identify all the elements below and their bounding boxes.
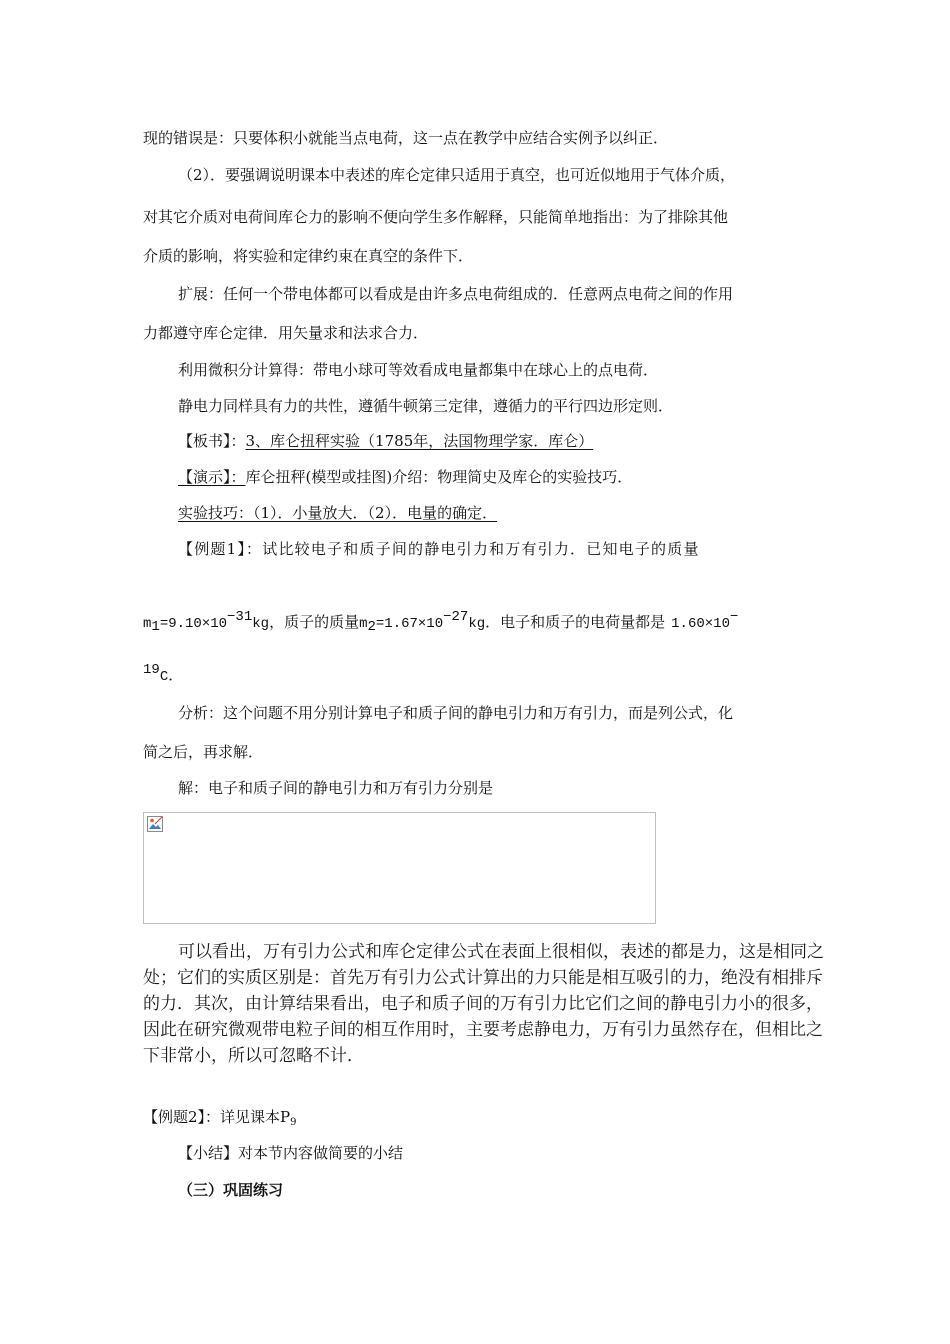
analysis-line: 分析：这个问题不用分别计算电子和质子间的静电引力和万有引力，而是列公式，化 xyxy=(178,704,734,722)
summary-label: 【小结】 xyxy=(178,1144,239,1162)
analysis-line: 简之后，再求解． xyxy=(143,743,264,761)
section-heading: （三）巩固练习 xyxy=(178,1181,284,1199)
paragraph-line: 对其它介质对电荷间库仑力的影响不便向学生多作解释，只能简单地指出：为了排除其他 xyxy=(143,208,729,226)
example2-label: 【例题2】 xyxy=(143,1108,206,1126)
summary-line xyxy=(178,1143,403,1163)
paragraph-line: 介质的影响，将实验和定律约束在真空的条件下． xyxy=(143,247,474,265)
broken-image-icon xyxy=(147,816,163,832)
charge-value: 1.60×10 xyxy=(671,616,730,632)
m1-exponent: −31 xyxy=(227,609,253,625)
paragraph-line: 扩展：任何一个带电体都可以看成是由许多点电荷组成的．任意两点电荷之间的作用 xyxy=(178,285,734,303)
demo-note xyxy=(178,467,632,487)
board-text: 3、库仑扭秤实验（1785年，法国物理学家．库仑） xyxy=(245,432,594,450)
example2-line xyxy=(143,1107,297,1133)
board-label: 【板书】： xyxy=(178,432,246,450)
m2-symbol: m xyxy=(359,616,368,632)
charge-exponent-sign: − xyxy=(729,609,739,625)
charge-end: ． xyxy=(168,666,184,684)
charge-exponent-digits: 19 xyxy=(143,662,160,678)
scanned-paragraph-line: 下非常小，所以可忽略不计． xyxy=(143,1046,364,1066)
m1-subscript: 1 xyxy=(151,619,160,635)
paragraph-line: 现的错误是：只要体积小就能当点电荷，这一点在教学中应结合实例予以纠正． xyxy=(143,129,669,147)
example1-charge-cont xyxy=(143,660,183,687)
solution-line: 解：电子和质子间的静电引力和万有引力分别是 xyxy=(178,779,494,797)
m2-unit: kg xyxy=(468,616,486,632)
scanned-paragraph-line: 处；它们的实质区别是：首先万有引力公式计算出的力只能是相互吸引的力，绝没有相排斥 xyxy=(143,968,823,988)
tips-line: 实验技巧：（1）．小量放大．（2）．电量的确定． xyxy=(178,504,498,522)
example2-text: ：详见课本P xyxy=(205,1108,291,1126)
m1-symbol: m xyxy=(143,616,152,632)
paragraph-line: 利用微积分计算得：带电小球可等效看成电量都集中在球心上的点电荷． xyxy=(178,361,659,379)
paragraph-line: 力都遵守库仑定律．用矢量求和法求合力． xyxy=(143,324,429,342)
summary-text: 对本节内容做简要的小结 xyxy=(238,1144,404,1162)
m2-exponent: −27 xyxy=(443,609,469,625)
charge-text: ．电子和质子的电荷量都是 xyxy=(485,613,666,631)
m2-value: =1.67×10 xyxy=(375,616,444,632)
example2-page-sub: 9 xyxy=(290,1117,297,1128)
paragraph-line: 静电力同样具有力的共性，遵循牛顿第三定律，遵循力的平行四边形定则． xyxy=(178,397,674,415)
scanned-paragraph-line: 可以看出，万有引力公式和库仑定律公式在表面上很相似，表述的都是力，这是相同之 xyxy=(178,942,824,962)
m1-value: =9.10×10 xyxy=(159,616,228,632)
demo-text: 库仑扭秤(模型或挂图)介绍：物理简史及库仑的实验技巧． xyxy=(245,468,633,486)
mid-text: ，质子的质量 xyxy=(269,613,360,631)
example1-title: 【例题1】：试比较电子和质子间的静电引力和万有引力．已知电子的质量 xyxy=(178,540,700,558)
scanned-paragraph-line: 因此在研究微观带电粒子间的相互作用时，主要考虑静电力，万有引力虽然存在，但相比之 xyxy=(143,1020,823,1040)
m2-subscript: 2 xyxy=(367,619,376,635)
charge-unit: C xyxy=(159,669,169,685)
demo-label: 【演示】： xyxy=(178,468,246,486)
paragraph-line: （2）．要强调说明课本中表述的库仑定律只适用于真空，也可近似地用于气体介质， xyxy=(178,166,736,184)
scanned-paragraph-line: 的力．其次，由计算结果看出，电子和质子间的万有引力比它们之间的静电引力小的很多， xyxy=(143,994,823,1014)
example1-masses xyxy=(143,607,738,637)
m1-unit: kg xyxy=(252,616,270,632)
board-note xyxy=(178,431,593,451)
formula-image-placeholder xyxy=(143,812,656,924)
